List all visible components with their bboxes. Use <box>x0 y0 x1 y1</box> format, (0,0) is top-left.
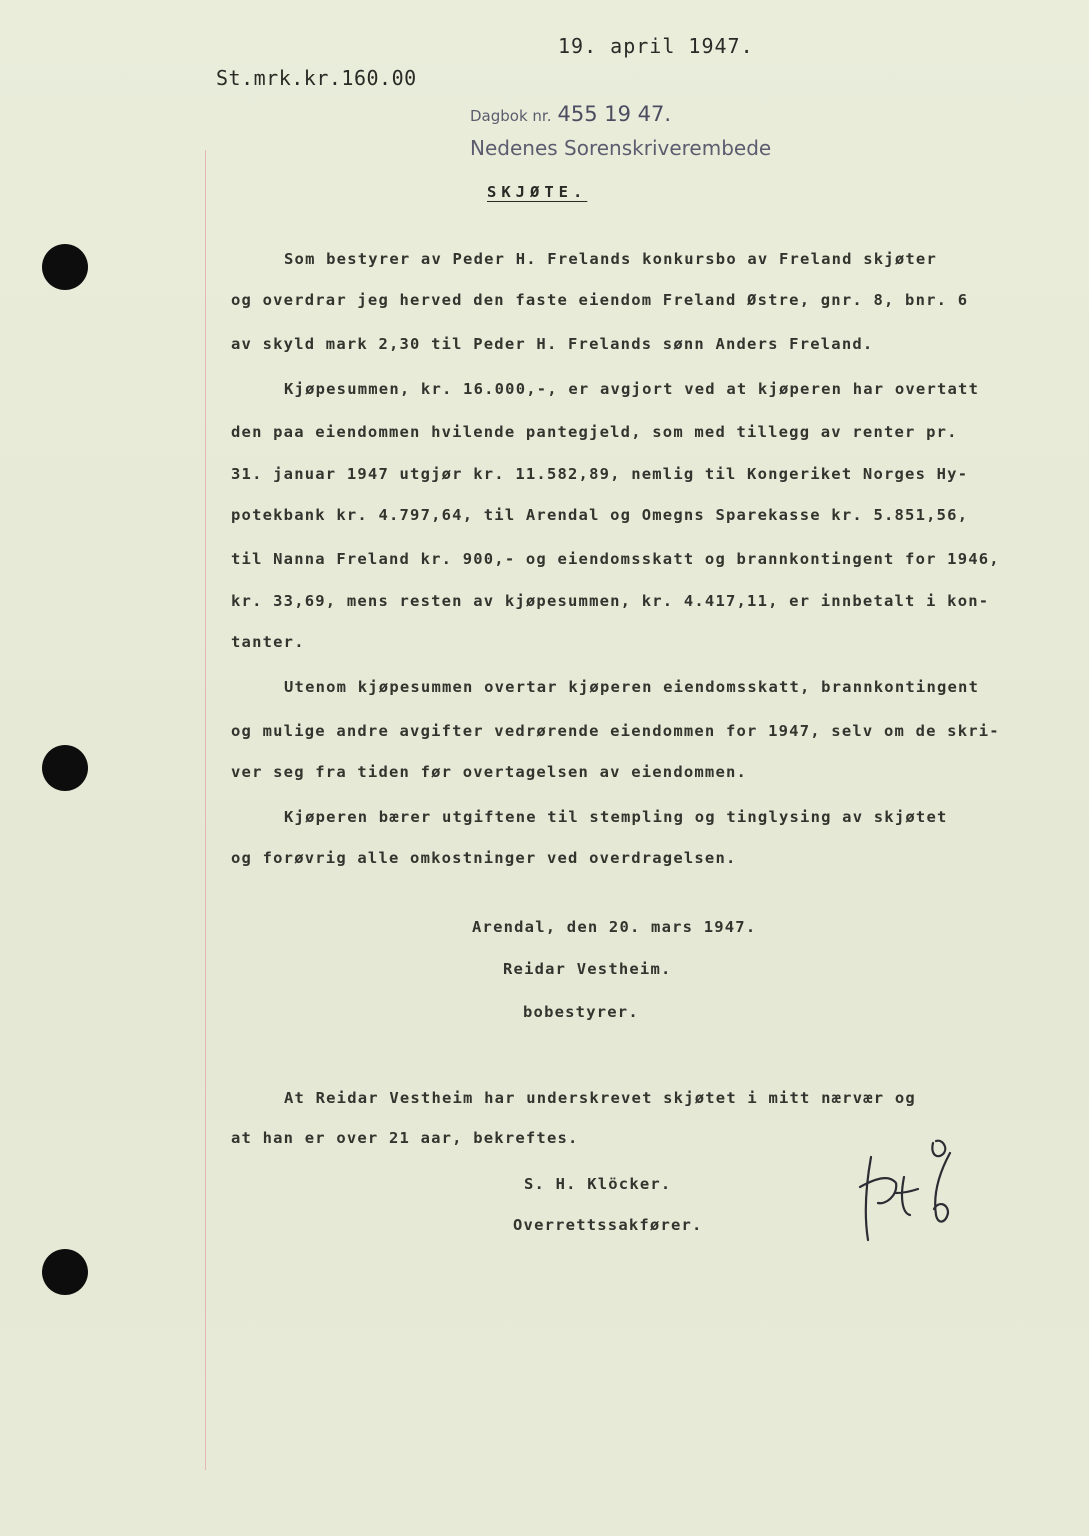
document-title: SKJØTE. <box>487 183 588 201</box>
text-line: Kjøpesummen, kr. 16.000,-, er avgjort ved at kjøperen har overtatt <box>284 380 980 398</box>
text-line: den paa eiendommen hvilende pantegjeld, som med tillegg av renter pr. <box>231 423 958 441</box>
journal-number: Dagbok nr. 455 19 47. <box>470 102 672 126</box>
stamp-duty: St.mrk.kr.160.00 <box>216 66 417 90</box>
text-line: og forøvrig alle omkostninger ved overdragelsen. <box>231 849 737 867</box>
attestation-line: At Reidar Vestheim har underskrevet skjøtet i mitt nærvær og <box>284 1089 916 1107</box>
text-line: kr. 33,69, mens resten av kjøpesummen, kr. 4.417,11, er innbetalt i kon- <box>231 592 990 610</box>
text-line: Kjøperen bærer utgiftene til stempling og tinglysing av skjøtet <box>284 808 948 826</box>
record-date: 19. april 1947. <box>558 34 754 58</box>
punch-hole <box>42 1249 88 1295</box>
punch-hole <box>42 244 88 290</box>
text-line: potekbank kr. 4.797,64, til Arendal og Omegns Sparekasse kr. 5.851,56, <box>231 506 969 524</box>
margin-rule <box>205 150 206 1470</box>
text-line: og overdrar jeg herved den faste eiendom Freland Østre, gnr. 8, bnr. 6 <box>231 291 969 309</box>
punch-hole <box>42 745 88 791</box>
text-line: til Nanna Freland kr. 900,- og eiendomsskatt og brannkontingent for 1946, <box>231 550 1000 568</box>
witness-name: S. H. Klöcker. <box>524 1175 672 1193</box>
office-stamp: Nedenes Sorenskriverembede <box>470 136 772 160</box>
witness-title: Overrettssakfører. <box>513 1216 703 1234</box>
handwritten-signature <box>838 1105 963 1245</box>
text-line: Som bestyrer av Peder H. Frelands konkursbo av Freland skjøter <box>284 250 937 268</box>
text-line: og mulige andre avgifter vedrørende eiendommen for 1947, selv om de skri- <box>231 722 1000 740</box>
signatory-name: Reidar Vestheim. <box>503 960 672 978</box>
text-line: ver seg fra tiden før overtagelsen av eiendommen. <box>231 763 748 781</box>
text-line: tanter. <box>231 633 305 651</box>
signatory-title: bobestyrer. <box>523 1003 639 1021</box>
text-line: 31. januar 1947 utgjør kr. 11.582,89, nemlig til Kongeriket Norges Hy- <box>231 465 969 483</box>
attestation-line: at han er over 21 aar, bekreftes. <box>231 1129 579 1147</box>
text-line: av skyld mark 2,30 til Peder H. Frelands sønn Anders Freland. <box>231 335 874 353</box>
text-line: Utenom kjøpesummen overtar kjøperen eiendomsskatt, brannkontingent <box>284 678 980 696</box>
place-date: Arendal, den 20. mars 1947. <box>472 918 757 936</box>
